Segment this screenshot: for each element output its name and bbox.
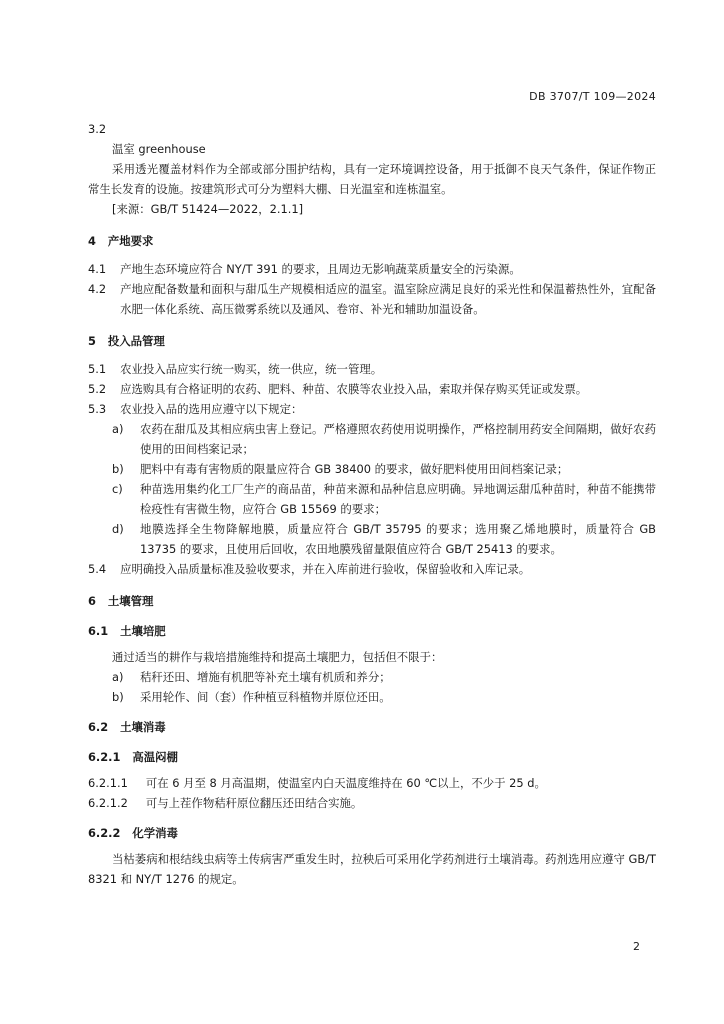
clause-4-2 <box>88 279 656 319</box>
subsection-6-1-heading <box>88 621 656 641</box>
subsection-title: 化学消毒 <box>132 826 178 840</box>
section-number: 4 <box>88 234 96 248</box>
subsection-text: 当枯萎病和根结线虫病等土传病害严重发生时，拉秧后可采用化学药剂进行土壤消毒。药剂选用应遵守 GB/T 8321 和 NY/T 1276 的规定。 <box>88 852 656 886</box>
clause-number: 4.1 <box>88 262 107 276</box>
list-item <box>88 459 656 479</box>
list-label: a) <box>112 670 124 684</box>
list-text: 肥料中有毒有害物质的限量应符合 GB 38400 的要求，做好肥料使用田间档案记录； <box>140 462 569 476</box>
term-title: 温室 greenhouse <box>112 142 206 156</box>
clause-number: 5.4 <box>88 562 107 576</box>
subsection-title: 高温闷棚 <box>132 750 178 764</box>
clause-text: 可在 6 月至 8 月高温期，使温室内白天温度维持在 60 ℃以上，不少于 25 d。 <box>145 776 546 790</box>
subsection-intro: 通过适当的耕作与栽培措施维持和提高土壤肥力，包括但不限于： <box>112 650 443 664</box>
list-text: 采用轮作、间（套）作种植豆科植物并原位还田。 <box>140 690 391 704</box>
clause-text: 产地应配备数量和面积与甜瓜生产规模相适应的温室。温室除应满足良好的采光性和保温蓄热性外，宜配备水肥一体化系统、高压微雾系统以及通风、卷帘、补光和辅助加温设备。 <box>120 282 656 316</box>
list-label: b) <box>112 462 124 476</box>
term-number: 3.2 <box>88 122 107 136</box>
clause-number: 5.3 <box>88 402 107 416</box>
subsection-number: 6.2.1 <box>88 750 121 764</box>
list-label: b) <box>112 690 124 704</box>
clause-number: 5.2 <box>88 382 107 396</box>
subsection-title: 土壤培肥 <box>120 624 166 638</box>
term-definition: 采用透光覆盖材料作为全部或部分围护结构，具有一定环境调控设备，用于抵御不良天气条件，保证作物正常生长发育的设施。按建筑形式可分为塑料大棚、日光温室和连栋温室。 <box>88 162 656 196</box>
clause-text: 应明确投入品质量标准及验收要求，并在入库前进行验收，保留验收和入库记录。 <box>120 562 531 576</box>
term-source: [来源：GB/T 51424—2022，2.1.1] <box>112 202 304 216</box>
clause-text: 农业投入品的选用应遵守以下规定： <box>120 402 303 416</box>
clause-5-1 <box>88 359 656 379</box>
subsection-title: 土壤消毒 <box>120 720 166 734</box>
subsection-number: 6.2 <box>88 720 109 734</box>
clause-number: 6.2.1.1 <box>88 776 128 790</box>
page-number: 2 <box>633 940 640 953</box>
subsection-6-2-2-heading <box>88 823 656 843</box>
clause-5-3 <box>88 399 656 419</box>
list-item <box>88 419 656 459</box>
section-6-heading <box>88 591 656 611</box>
clause-number: 6.2.1.2 <box>88 796 128 810</box>
clause-text: 产地生态环境应符合 NY/T 391 的要求，且周边无影响蔬菜质量安全的污染源。 <box>120 262 521 276</box>
list-label: a) <box>112 422 124 436</box>
document-body <box>88 119 656 889</box>
clause-5-4 <box>88 559 656 579</box>
list-item <box>88 687 656 707</box>
clause-text: 可与上茬作物秸秆原位翻压还田结合实施。 <box>145 796 363 810</box>
list-text: 种苗选用集约化工厂生产的商品苗，种苗来源和品种信息应明确。异地调运甜瓜种苗时，种苗不能携带检疫性有害微生物，应符合 GB 15569 的要求； <box>140 482 656 516</box>
clause-4-1 <box>88 259 656 279</box>
list-item <box>88 479 656 519</box>
list-text: 地膜选择全生物降解地膜，质量应符合 GB/T 35795 的要求；选用聚乙烯地膜时，质量符合 GB 13735 的要求，且使用后回收，农田地膜残留量限值应符合 GB/T 25413 的要求。 <box>140 522 656 556</box>
clause-6-2-1-2 <box>88 793 656 813</box>
list-item <box>88 519 656 559</box>
list-label: c) <box>112 482 123 496</box>
section-4-heading <box>88 231 656 251</box>
subsection-6-2-heading <box>88 717 656 737</box>
section-title: 土壤管理 <box>107 594 154 608</box>
list-text: 农药在甜瓜及其相应病虫害上登记。严格遵照农药使用说明操作，严格控制用药安全间隔期，做好农药使用的田间档案记录； <box>140 422 656 456</box>
clause-number: 4.2 <box>88 282 107 296</box>
section-number: 5 <box>88 334 96 348</box>
subsection-number: 6.1 <box>88 624 109 638</box>
list-text: 秸秆还田、增施有机肥等补充土壤有机质和养分； <box>140 670 391 684</box>
clause-5-2 <box>88 379 656 399</box>
document-code-header: DB 3707/T 109—2024 <box>529 90 656 103</box>
subsection-number: 6.2.2 <box>88 826 121 840</box>
clause-text: 应选购具有合格证明的农药、肥料、种苗、农膜等农业投入品，索取并保存购买凭证或发票。 <box>120 382 588 396</box>
section-title: 投入品管理 <box>107 334 165 348</box>
section-title: 产地要求 <box>107 234 154 248</box>
clause-number: 5.1 <box>88 362 107 376</box>
section-number: 6 <box>88 594 96 608</box>
list-item <box>88 667 656 687</box>
clause-text: 农业投入品应实行统一购买，统一供应，统一管理。 <box>120 362 383 376</box>
section-5-heading <box>88 331 656 351</box>
list-label: d) <box>112 522 124 536</box>
subsection-6-2-1-heading <box>88 747 656 767</box>
clause-6-2-1-1 <box>88 773 656 793</box>
